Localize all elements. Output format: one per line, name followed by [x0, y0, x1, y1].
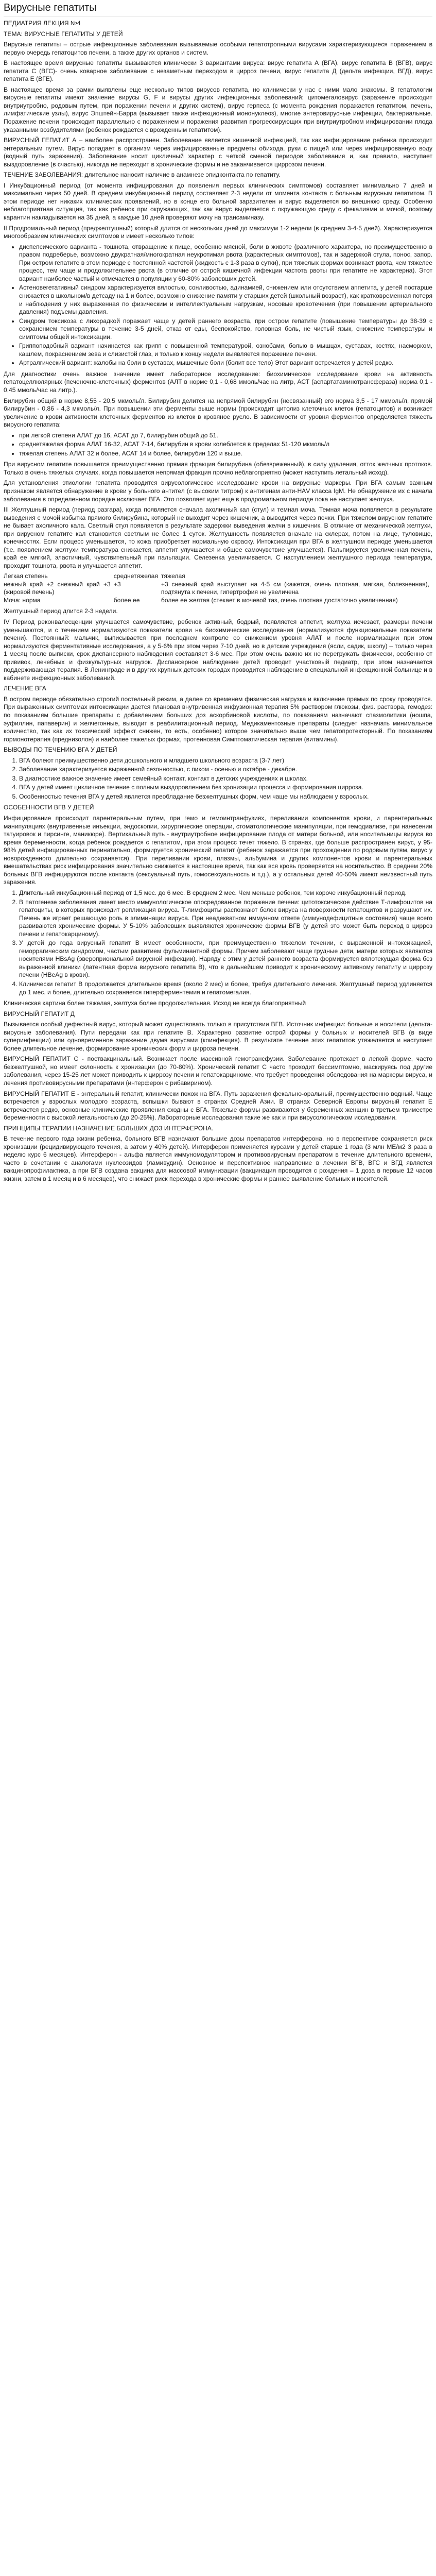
list-item: 4. Клинически гепатит В продолжается длительное время (около 2 мес) и более, требуя длительного лечения. Желтушный период удлиняется до 1 мес. и более, длительно сохраняется гиперферментемия и гепатомегалия. — [19, 980, 432, 996]
prodromal-types-list — [4, 243, 432, 367]
paragraph: В остром периоде обязательно строгий постельный режим, а далее со временем физическая нагрузка и включение прямых по сроку проводятся. При выраженных симптомах интоксикации дается плановая внутривенная инфузионная терапия 5% раствором глюкозы, физ. раствора, гемодез: по показаниям большие препараты с добавлением больших доз аскорбиновой кислоты, по показаниям назначают спазмолитики (ношпа, эуфиллин, папаверин) и желчегонные, выводит в реабилитационный период. Медикаментозные препараты (следует назначать минимальное количество, так как их токсический эффект снижен, то есть, особенно) которое значительно выше чем гепатопротекторный. По показаниям гормонотерапия (преднизолон) и наиболее тяжелых формах, протеиновая Симптоматическая терапия (витамины). — [4, 695, 432, 743]
list-item: • диспепсического варианта - тошнота, отвращение к пище, особенно мясной, боли в животе (различного характера, но преимущественно в правом подреберье, возможно двукратная/многократная неукротимая рвота (характерных симптомов), так и задержкой стула, понос, запор. При остром гепатите в этом периоде с постоянной частотой (жидкость с 1-3 раза в сутки), при тяжелых формах возникает рвота, чем тяжелее процесс, тем чаще и продолжительнее рвота (в отличие от острой кишечной инфекции частота рвоты при гепатите не характерна). Этот вариант наиболее частый и отмечается в популяции у 60-80% заболевших детей. — [19, 243, 432, 283]
list-item: • среднетяжелая форма АЛАТ 16-32, АСАТ 7-14, билирубин в крови колеблется в пределах 51-120 мкмоль/л — [19, 440, 432, 449]
list-item: 3. У детей до года вирусный гепатит В имеет особенности, при преимущественно тяжелом течении, с выраженной интоксикацией, геморрагическим синдромом, частым развитием фульминантной формы. Причем заболевают чаще грудные дети, матери которых являются носителями HBsAg (эвероприональной вирусной инфекции). Наряду с этим у детей раннего возраста формируется вялотекущая форма без выраженной клиники (латентная форма вирусного гепатита В), что в дальнейшем приводит к хроническому активному гепатиту и циррозу печени (HBeAg в крови). — [19, 939, 432, 979]
paragraph: I Инкубационный период (от момента инфицирования до появления первых клинических симптомов) составляет минимально 7 дней и максимально через 50 дней. В среднем инкубационный период составляет 2-3 недели от момента контакта с больным вирусным гепатитом. В этом периоде нет никаких клинических проявлений, но в конце его больной заразителен и вирус выделяется во внешнюю среду. Особенно неблагоприятная ситуация, так как ребенок при окружающих, так как вирус выделяется с окружающую среду с фекалиями и мочой, поэтому карантин накладывается на 35 дней, а каждые 10 дней проверяют мочу на трансаминазу. — [4, 181, 432, 222]
section-heading: ЛЕЧЕНИЕ ВГА — [4, 685, 46, 692]
paragraph: ВИРУСНЫЙ ГЕПАТИТ С - поствакцинальный. Возникает после массивной гемотрансфузии. Заболевание протекает в легкой форме, часто безжелтушной, но имеет склонность к хронизации (до 70-80%). Хронический гепатит С часто проходит бессимптомно, маскируясь под другие заболевания, через 15-25 лет может приводить к циррозу печени и гепатокарциноме, что требует проведения обследования на маркеры вируса, и лечения противовирусными препаратами (интерферон с рибавирином). — [4, 1055, 432, 1087]
paragraph: При вирусном гепатите повышается преимущественно прямая фракция билирубина (обезвреженный), в силу удаления, отток желчных протоков. Только в очень тяжелых случаях, когда повышается непрямая фракция прочно неблагоприятно (может наступить летальный исход). — [4, 461, 432, 476]
paragraph: IV Период реконвалесценции улучшается самочувствие, ребенок активный, бодрый, появляется аппетит, желтуха исчезает, размеры печени уменьшаются, и с течением нормализуются показатели крови на биохимические исследования (нормализуются функциональные показатели печени). Постоянный: мальчик, выписывается при последнем контроле со снижением уровня АЛАТ и после нормализации при этом нормализуются ферментативные исследования, а у 5-6% при этом через 7-10 дней, но в детские учреждения (ясли, садик, школу) – только через 1 месяц после выписки, срок диспансерного наблюдения составляет 3-6 мес. При этом очень важно их не перегружать физически, особенно от прививок, лечебных и физкультурных нагрузок. Диспансерное наблюдение детей проводит участковый педиатр, при этом назначается поддерживающая терапия. В Ленинграде и в других крупных детских городах проводится наблюдение в специальной инфекционной больнице и в кабинете инфекционных заболеваний. — [4, 618, 432, 682]
paragraph: Для диагностики очень важное значение имеет лабораторное исследование: биохимическое исследование крови на активность гепатоцеллюлярных (печеночно-клеточных) ферментов (АЛТ в норме 0,1 - 0,68 ммоль/час на литр, АСТ (аспартатаминотрансфераза) норма 0,1 - 0,45 ммоль/час на литр.). — [4, 370, 432, 394]
table-cell: Моча: норма — [4, 596, 41, 604]
list-item: • Астеновегетативный синдром характеризуется вялостью, сонливостью, адинамией, снижением или отсутствием аппетита, у детей постарше снижается в школьном/в детсаду на 1 и более, возможно снижение памяти у старших детей (школьный возраст), как кратковременная потеря и наблюдения у них выраженная по физическим и интеллектуальным нагрузкам, носовые кровотечения (при повышении артериального давления) подъемы давления. — [19, 284, 432, 316]
paragraph: Для установления этиологии гепатита проводится вирусологическое исследование крови на вирусные маркеры. При ВГА самым важным признаком является обнаружение в крови у больного антител (с высоким титром) к антигенам анти-НАV класса IgM. Не обнаружение их с начала заболевания в определенном порядке исключает ВГА. Это позволяет идет еще в продромальном периоде пока не наступает желтуха. — [4, 479, 432, 503]
section-heading: ОСОБЕННОСТИ ВГВ У ДЕТЕЙ — [4, 804, 94, 811]
list-item: 5. Особенностью течения ВГА у детей является преобладание безжелтушных форм, чем чаще мы наблюдаем у взрослых. — [19, 793, 432, 801]
list-item: 2. В патогенезе заболевания имеет место иммунологическое опосредованное поражение печени: цитотоксическое действие Т-лимфоцитов на гепатоциты, в которых происходит репликация вируса. Т-лимфоциты распознают белок вируса на поверхности гепатоцитов и разрушают их. Печень же играет решающую роль в элиминации вируса. При неадекватном иммунном ответе (иммунодефицитные состояния) чаще всего развиваются хронические формы. У 5-10% заболевших выявляются хронические формы ВГВ (у детей это может быть переход в цирроз печени и гепатокарциному). — [19, 899, 432, 939]
severity-table — [4, 572, 432, 604]
paragraph: Клиническая картина более тяжелая, желтуха более продолжительная. Исход не всегда благоприятный — [4, 999, 306, 1007]
conclusions-list — [4, 757, 432, 801]
paragraph: ТЕЧЕНИЕ ЗАБОЛЕВАНИЯ: длительное наносит наличие в анамнезе эпидконтакта по гепатиту. — [4, 171, 281, 179]
list-item: • Гриппоподобный вариант начинается как грипп с повышенной температурой, ознобами, болью в мышцах, суставах, костях, насморком, кашлем, покраснением зева и слизистой глаз, и только к концу недели выявляется поражение печени. — [19, 342, 432, 358]
list-item: • Синдром токсикоза с лихорадкой поражает чаще у детей раннего возраста, при остром гепатите (повышение температуры до 38-39 с сохранением температуры в течение 3-5 дней, отказ от еды, беспокойство, головная боль, не чистый язык, снижение температуры и симптомы общей интоксикации. — [19, 317, 432, 342]
list-item: • тяжелая степень АЛАТ 32 и более, АСАТ 14 и более, билирубин 120 и выше. — [19, 450, 432, 458]
table-row — [4, 581, 432, 597]
lecture-header: ПЕДИАТРИЯ ЛЕКЦИЯ №4 — [4, 20, 81, 27]
section-heading: ВИРУСНЫЙ ГЕПАТИТ Д — [4, 1010, 75, 1018]
table-header-row — [4, 572, 432, 581]
vgb-list — [4, 889, 432, 996]
paragraph: Желтушный период длится 2-3 недели. — [4, 607, 118, 615]
table-cell: +3 снежный край выступает на 4-5 см (кажется, очень плотная, мягкая, болезненная), подтянута к печени, гипертрофия не увеличена — [161, 580, 429, 596]
paragraph: ВИРУСНЫЙ ГЕПАТИТ А – наиболее распространен. Заболевание является кишечной инфекцией, так как инфицирование ребенка происходит энтеральным путем. Вирус попадает в организм через инфицированные предметы обихода, руки с пищей или через инфицированную воду (водный путь заражения). Заболевание носит цикличный характер с четкой сменой периодов заболевания и, как правило, наступает выздоровление (в счастью), никогда не переходит в хронические формы и не заканчивается циррозом печени. — [4, 137, 432, 168]
paragraph: ВИРУСНЫЙ ГЕПАТИТ Е - энтеральный гепатит, клинически похож на ВГА. Путь заражения фекально-оральный, преимущественно водный. Чаще встречается у взрослых молодого возраста, вспышки бывают в странах Средней Азии. В странах Северной Европы вирусный гепатит Е встречается редко, основные клинические проявления сходны с ВГА. Тяжелые формы развиваются у беременных женщин в третьем триместре беременности с высокой летальностью (до 20-25%). Лабораторные исследования такие же как и при вирусологическом исследовании. — [4, 1090, 432, 1122]
paragraph: III Желтушный период (период разгара), когда появляется сначала ахоличный кал (стул) и темная моча. Темная моча появляется в результате выведения с мочой избытка прямого билирубина, который не выходит через кишечник, а выводится через почки. При тяжелом вирусном гепатите не бывает ахоличного кала. Светлый стул появляется в результате задержки выведения желчи в кишечник. В отличие от механической желтухи, при вирусном гепатите кал становится светлым не более 1 суток. Желтушность появляется вначале на склерах, потом на лице, туловище, конечностях. Если процесс уменьшается, то кожа приобретает нормальную окраску. Интоксикация при ВГА в желтушном периоде уменьшается (т.е. появлением желтухи температура снижается, аппетит улучшается и общее самочувствие улучшается). Пальпируется увеличенная печень, край ее мягкий, эластичный, чувствительный при пальпации. Селезенка увеличивается. С наступлением желтушного периода температура, проходит тошнота, рвота и улучшается аппетит. — [4, 506, 432, 569]
paragraph: Инфицирование происходит парентеральным путем, при гемо и гемоинтранфузиях, переливании компонентов крови, и парентеральных манипуляциях (внутривенные инъекции, эндоскопии, хирургические операции, стоматологические манипуляции, при гемодиализе, при нанесении татуировок и пирсинге, маникюре). Вертикальный путь - внутриутробное инфицирование плода от матери больной, или носительницы вируса во время беременности, когда ребенок рождается с гепатитом, при этом процесс течет тяжело. В странах, где больше распространен вирус, у 95-98% детей инфицированных перинатально, формируется хронический гепатит (ребенок заражается при прохождении по родовым путям, вирус у новорожденного длительно сохраняется). При переливании крови, плазмы, альбумина и других компонентов крови и парентеральных вмешательствах риск инфицирования значительно снижается в настоящее время, так как вся кровь проверяется на носительство. В среднем 20% больных ВГВ инфицируются после контакта (сексуальный путь, гомосексуальность и т.д.), а у остальных детей 40-50% имеют неизвестный путь заражения. — [4, 815, 432, 886]
page — [0, 0, 436, 1183]
list-item: 4. ВГА у детей имеет цикличное течение с полным выздоровлением без хронизации процесса и формирования цирроза. — [19, 784, 432, 792]
table-cell: более ее желтая (стекает в мочевой таз, очень плотная достаточно увеличенная) — [161, 596, 398, 604]
section-heading: ПРИНЦИПЫ ТЕРАПИИ НАЗНАЧЕНИЕ БОЛЬШИХ ДОЗ ИНТЕРФЕРОНА. — [4, 1124, 214, 1132]
paragraph: II Продромальный период (преджелтушный) который длится от нескольких дней до максимум 1-2 недели (в среднем 3-4-5 дней). Характеризуется многообразием клинических симптомов и имеет несколько типов: — [4, 224, 432, 240]
page-title: Вирусные гепатиты — [4, 2, 432, 16]
paragraph: Вызывается особый дефектный вирус, который может существовать только в присутствии ВГВ. Источник инфекции: больные и носители (дельта-вирусные заболевания). Пути передачи как при гепатите В. Характерно развитие острой формы у больных и носителей ВГВ (в виде суперинфекции) или одновременное заражение двумя вирусами (коинфекция). В результате течение этих гепатитов утяжеляется и наступает более длительное лечение, формирование хронических форм и цирроза печени. — [4, 1021, 432, 1052]
list-item: • при легкой степени АЛАТ до 16, АСАТ до 7, билирубин общий до 51. — [19, 432, 432, 440]
list-item: 1. Длительный инкубационный период от 1,5 мес. до 6 мес. В среднем 2 мес. Чем меньше ребенок, тем короче инкубационный период. — [19, 889, 432, 897]
table-cell: более ее — [113, 596, 140, 604]
list-item: 2. Заболевание характеризуется выраженной сезонностью, с пиком - осенью и октябре - декабре. — [19, 766, 432, 774]
severity-list — [4, 432, 432, 458]
list-item: • Артралгический вариант: жалобы на боли в суставах, мышечные боли (болит все тело) Этот вариант встречается у детей редко. — [19, 359, 432, 367]
lecture-body — [4, 20, 432, 1183]
paragraph: Билирубин общий в норме 8,55 - 20,5 мкмоль/л. Билирубин делится на непрямой билирубин (несвязанный) его норма 3,5 - 17 мкмоль/л, прямой билирубин - 0,86 - 4,3 мкмоль/л. При повышении эти ферменты выше нормы (происходит цитолиз клеточных клеток (гепатоцитов) и возникает увеличение в крови активности клеточных ферментов из клеток в кровяное русло. В зависимости от уровня ферментов определяется тяжесть вирусного гепатита: — [4, 397, 432, 429]
table-header-cell: Легкая степень — [4, 572, 48, 580]
section-heading: ВЫВОДЫ ПО ТЕЧЕНИЮ ВГА У ДЕТЕЙ — [4, 746, 117, 754]
table-header-cell: тяжелая — [161, 572, 185, 580]
table-header-cell: среднетяжелая — [113, 572, 158, 580]
lecture-topic: ТЕМА: ВИРУСНЫЕ ГЕПАТИТЫ У ДЕТЕЙ — [4, 30, 123, 38]
paragraph: В течение первого года жизни ребенка, больного ВГВ назначают большие дозы препаратов интерферона, но в перспективе сохраняется риск хронизации (рецидивирующего течения, а затем у 40% детей). Интерферон применяется курсами у детей старше 1 года (3 млн МЕ/м2 3 раза в неделю курс 6 месяцев). Интерферон - альфа является иммуномодулятором и противовирусным препаратом в течение длительного времени, часто в сочетании с аналогами нуклеозидов (ламивудин). Основное и перспективное направление в лечении ВГВ, ВГС и ВГД является вакцинопрофилактика, а при ВГВ создана вакцина для массовой иммунизации (вакцинация проводится с рождения – 1 доза в первые 12 часов жизни, затем в 1 месяц и в 6 месяцев), что снижает риск перехода в хронические формы и раннее выявление больных и носителей. — [4, 1135, 432, 1182]
table-cell: +3 — [113, 580, 121, 588]
table-cell: нежный край +2 снежный край +3 (жировой печень) — [4, 580, 111, 596]
paragraph: Вирусные гепатиты – острые инфекционные заболевания вызываемые особыми гепатотропными вирусами характеризующиеся поражением в первую очередь гепатоцитов печени, а также других органов и систем. — [4, 41, 432, 56]
paragraph: В настоящее время вирусные гепатиты вызываются клинически 3 вариантами вируса: вирус гепатита А (ВГА), вирус гепатита В (ВГВ), вирус гепатита С (ВГС)- очень коварное заболевание с незаметным переходом в цирроз печени, вирус гепатита Д (дельта инфекции, ВГД), вирус гепатита Е (ВГЕ). — [4, 59, 432, 83]
table-row — [4, 597, 432, 605]
paragraph: В настоящее время за рамки выявлены еще несколько типов вирусов гепатита, но клинически у нас с ними мало знакомы. В гепатологии вирусные гепатиты имеют значение вирусы G, F и вирусы других инфекционных заболеваний: цитомегаловирус (заражение происходит внутриутробно, родовым путем, при поражении печени и других систем), вирус герпеса (с момента рождения поражается гепатитом, печень, лимфатические узлы), вирус Эпштейн-Барра (вызывает также инфекционный мононуклеоз), многие энтеровирусные инфекции, бактериальные. Поражение печени происходит параллельно с поражением и поражения развития прогрессирующих при внутриутробном инфицировании плода указанными возбудителями (ребенок рождается с врожденным гепатитом). — [4, 86, 432, 133]
list-item: 3. В диагностике важное значение имеет семейный контакт, контакт в детских учреждениях и школах. — [19, 775, 432, 783]
list-item: 1. ВГА болеют преимущественно дети дошкольного и младшего школьного возраста (3-7 лет) — [19, 757, 432, 765]
